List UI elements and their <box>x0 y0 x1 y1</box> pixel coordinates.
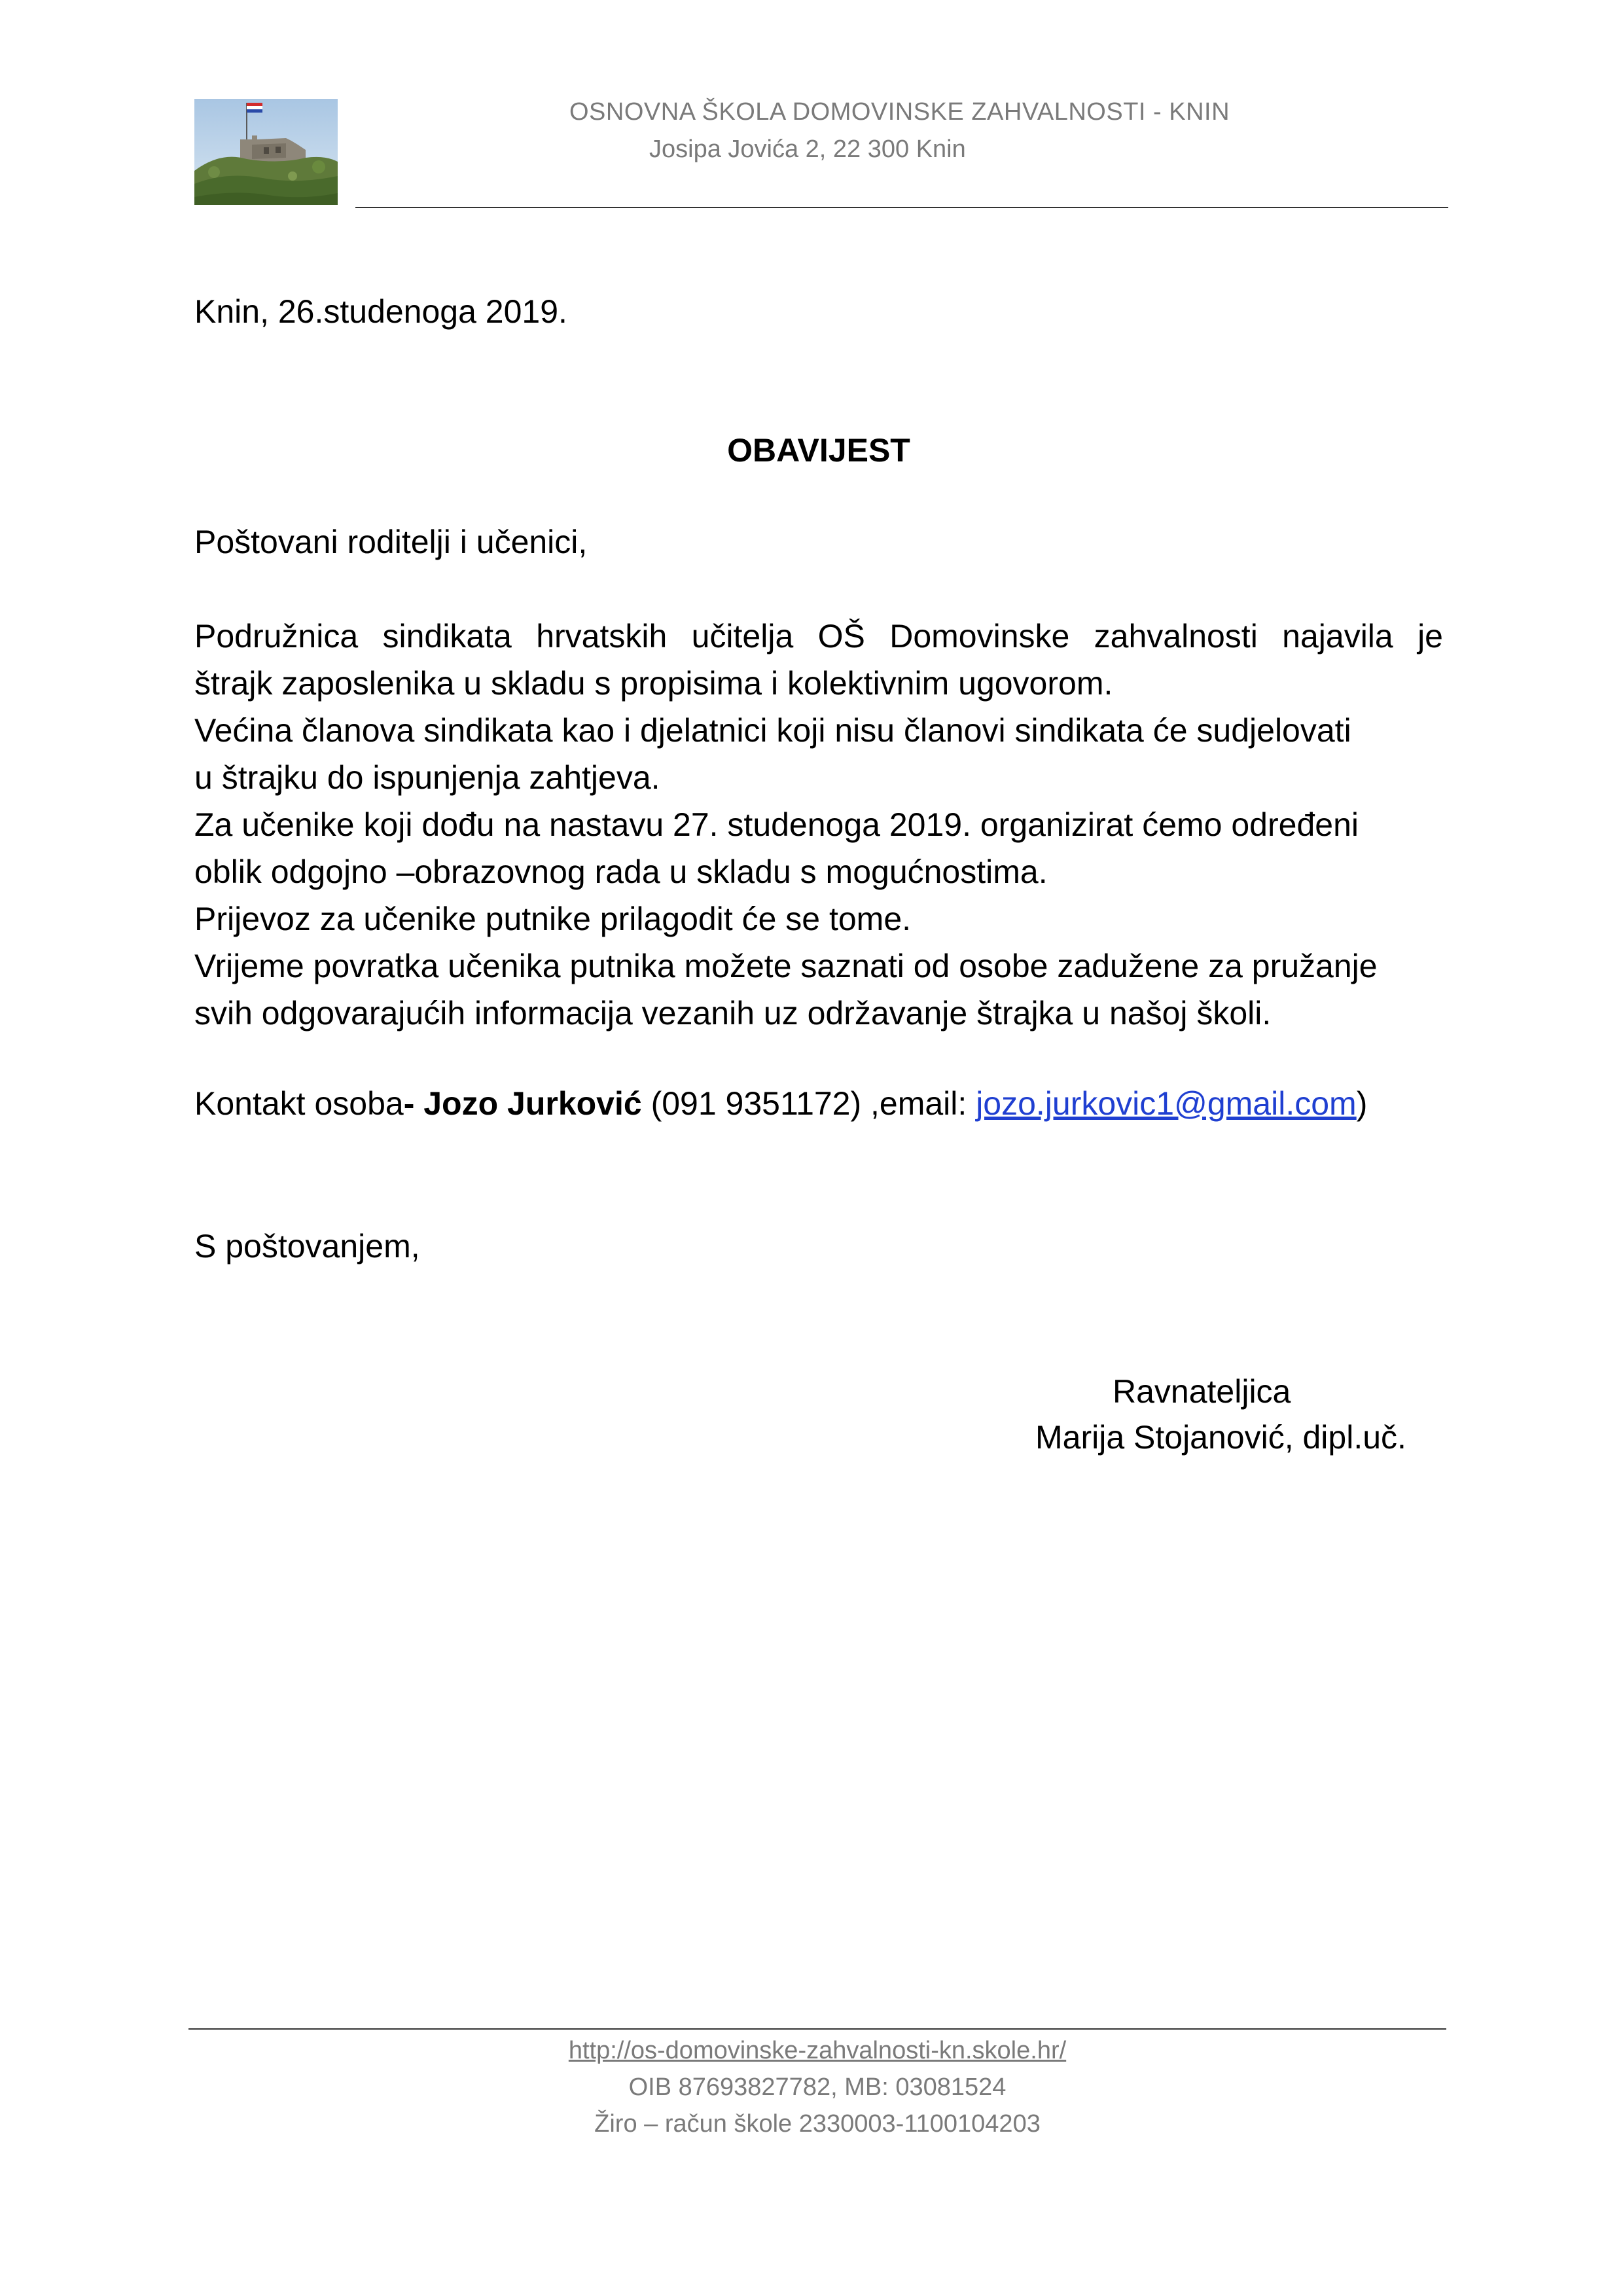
letter-greeting: Poštovani roditelji i učenici, <box>194 524 588 560</box>
school-logo <box>194 99 338 205</box>
body-line: Vrijeme povratka učenika putnika možete saznati od osobe zadužene za pružanje <box>194 948 1378 984</box>
contact-prefix: Kontakt osoba <box>194 1085 404 1122</box>
contact-phone: (091 9351172) ,email: <box>641 1085 976 1122</box>
footer-website-link[interactable]: http://os-domovinske-zahvalnosti-kn.skole.hr/ <box>568 2037 1067 2064</box>
contact-person: - Jozo Jurković <box>403 1085 642 1122</box>
body-line: Za učenike koji dođu na nastavu 27. studenoga 2019. organizirat ćemo određeni <box>194 806 1359 843</box>
school-name: OSNOVNA ŠKOLA DOMOVINSKE ZAHVALNOSTI - KNIN <box>569 98 1230 126</box>
footer-account: Žiro – račun škole 2330003-1100104203 <box>594 2110 1041 2138</box>
letter-body <box>194 613 1443 1037</box>
school-address: Josipa Jovića 2, 22 300 Knin <box>649 135 966 163</box>
body-line: Većina članova sindikata kao i djelatnici koji nisu članovi sindikata će sudjelovati <box>194 712 1351 749</box>
fortress-photo-icon <box>194 99 338 205</box>
body-line: oblik odgojno –obrazovnog rada u skladu s mogućnostima. <box>194 853 1048 890</box>
header-divider <box>355 207 1448 208</box>
signature-role: Ravnateljica <box>1113 1373 1291 1410</box>
contact-email-link[interactable]: jozo.jurkovic1@gmail.com <box>976 1085 1357 1122</box>
contact-suffix: ) <box>1356 1085 1368 1122</box>
letter-date: Knin, 26.studenoga 2019. <box>194 293 567 330</box>
body-line: Prijevoz za učenike putnike prilagodit će se tome. <box>194 901 912 937</box>
contact-line <box>194 1080 1443 1127</box>
letter-title: OBAVIJEST <box>727 432 910 469</box>
body-line: u štrajku do ispunjenja zahtjeva. <box>194 759 660 796</box>
body-line: svih odgovarajućih informacija vezanih uz održavanje štrajka u našoj školi. <box>194 995 1272 1031</box>
body-line: štrajk zaposlenika u skladu s propisima i kolektivnim ugovorom. <box>194 665 1113 702</box>
footer-divider <box>188 2028 1446 2030</box>
signature-name: Marija Stojanović, dipl.uč. <box>1035 1419 1406 1456</box>
body-line: Podružnica sindikata hrvatskih učitelja OŠ Domovinske zahvalnosti najavila je <box>194 618 1443 655</box>
footer-ids: OIB 87693827782, MB: 03081524 <box>628 2073 1007 2101</box>
letter-closing: S poštovanjem, <box>194 1228 420 1265</box>
